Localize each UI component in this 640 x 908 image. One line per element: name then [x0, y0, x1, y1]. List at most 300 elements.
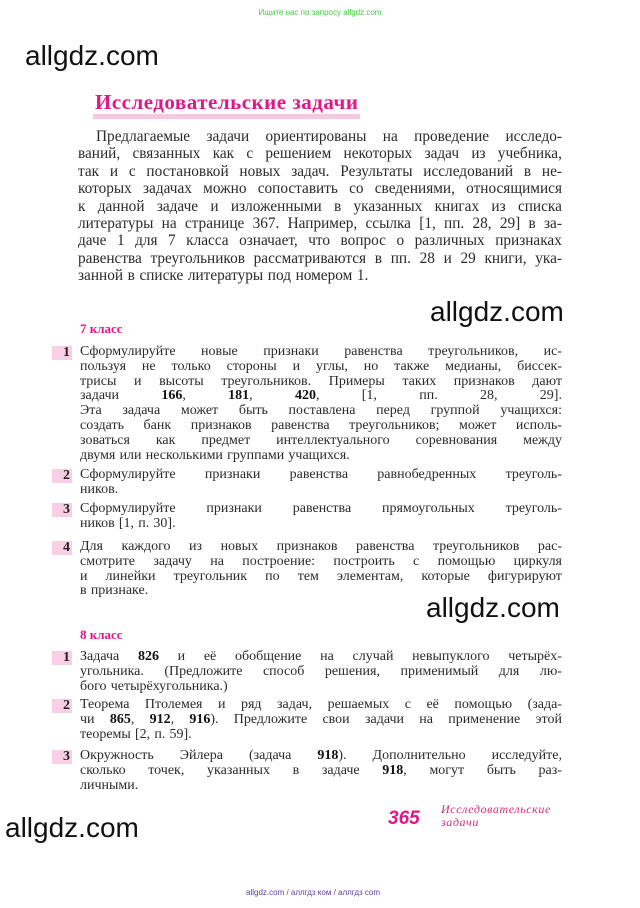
word — [444, 215, 464, 232]
word — [135, 232, 157, 249]
word — [428, 345, 518, 360]
text-fragment: четырёхугольника.) — [110, 679, 228, 694]
word — [265, 570, 280, 585]
word — [293, 502, 351, 517]
text-fragment: Птолемея — [144, 698, 203, 712]
text-fragment: рассматриваются — [253, 249, 367, 267]
text-fragment: предмет — [201, 433, 251, 448]
text-fragment: циркуля — [513, 554, 562, 569]
text-line — [78, 232, 562, 249]
task-number: 3 — [52, 750, 72, 764]
task-text — [80, 540, 562, 599]
word — [122, 404, 160, 419]
word — [402, 375, 436, 390]
word — [153, 555, 192, 570]
text-fragment: Для — [80, 540, 103, 554]
word — [419, 215, 436, 232]
text-line — [80, 555, 562, 570]
text-fragment: признаки — [204, 468, 261, 482]
text-fragment: равенства — [292, 502, 352, 516]
word — [344, 145, 413, 162]
word — [375, 180, 455, 197]
text-fragment: пп. — [390, 249, 411, 267]
text-fragment: ). — [338, 749, 347, 763]
word — [288, 449, 349, 464]
text-fragment: стороны — [226, 359, 277, 374]
text-fragment: в — [528, 215, 536, 233]
word — [444, 250, 452, 267]
text-fragment: о — [396, 232, 405, 250]
word — [239, 404, 268, 419]
text-fragment: и — [210, 197, 219, 215]
word — [517, 360, 562, 375]
text-fragment: могут — [429, 763, 465, 778]
word — [506, 502, 562, 517]
text-fragment: как — [155, 433, 176, 448]
word — [148, 764, 184, 779]
text-line — [80, 728, 562, 743]
word — [134, 375, 142, 390]
word — [344, 345, 402, 360]
text-fragment: 7 — [168, 232, 176, 250]
text-fragment: , — [403, 763, 407, 778]
text-fragment: задач — [424, 145, 460, 163]
text-fragment: означает, — [239, 232, 298, 250]
word — [218, 698, 226, 713]
text-fragment: свои — [322, 712, 350, 727]
word — [268, 267, 291, 284]
word — [80, 360, 126, 375]
text-fragment: [1, — [361, 389, 377, 404]
text-fragment: угольника. — [80, 664, 144, 679]
text-fragment: чи — [80, 712, 95, 727]
task-text — [80, 698, 562, 742]
watermark: allgdz.com — [430, 296, 564, 327]
word — [421, 570, 469, 585]
text-line — [80, 650, 562, 665]
task-reference: 916 — [189, 712, 211, 727]
text-fragment: помощью — [437, 554, 496, 569]
word — [340, 163, 412, 180]
word — [459, 419, 496, 434]
word — [365, 713, 404, 728]
word — [142, 360, 156, 375]
footer-links[interactable]: allgdz.com / аллгдз ком / аллгдз com — [246, 888, 381, 897]
word — [249, 749, 291, 764]
word — [544, 345, 562, 360]
text-fragment: списка — [517, 197, 562, 215]
word — [316, 360, 348, 375]
word — [524, 163, 531, 180]
text-line — [80, 665, 562, 680]
word — [181, 404, 218, 419]
text-fragment: фигурируют — [487, 569, 562, 584]
word — [80, 779, 138, 794]
word — [420, 250, 435, 267]
text-fragment: сведениями, — [374, 180, 455, 198]
text-fragment: признаков — [190, 418, 252, 433]
text-line — [80, 345, 562, 360]
word — [528, 698, 562, 713]
text-line — [80, 434, 562, 449]
text-fragment: биссек- — [517, 359, 562, 374]
word — [186, 232, 228, 249]
text-fragment: различных — [414, 232, 485, 250]
text-fragment: бого — [80, 679, 107, 694]
text-line — [80, 375, 562, 390]
word — [536, 713, 562, 728]
word — [122, 540, 171, 555]
task-reference: 865 — [109, 712, 131, 727]
word — [170, 728, 192, 743]
word — [119, 517, 134, 532]
task-reference: 420 — [294, 389, 316, 404]
text-fragment: треугольников — [432, 540, 520, 554]
word — [539, 764, 562, 779]
text-fragment: ориентированы — [265, 128, 367, 145]
word — [498, 145, 562, 162]
text-fragment: задаче — [321, 763, 360, 778]
text-fragment: ников — [80, 516, 115, 531]
text-fragment: на — [320, 650, 334, 664]
word — [138, 517, 149, 532]
text-fragment: которые — [421, 569, 470, 584]
text-fragment: с — [246, 145, 254, 163]
word — [473, 215, 492, 232]
text-fragment: каждого — [121, 540, 171, 554]
word — [110, 163, 118, 180]
word — [293, 360, 301, 375]
word — [516, 419, 562, 434]
word — [206, 128, 249, 145]
word — [178, 650, 186, 665]
text-fragment: быть — [238, 404, 268, 419]
text-fragment: [2, — [135, 727, 151, 742]
text-fragment: признаков — [276, 540, 338, 554]
text-fragment: треугольников, — [428, 345, 519, 359]
text-fragment: между — [523, 433, 562, 448]
word — [138, 650, 159, 665]
text-fragment: решением — [265, 145, 332, 163]
word — [518, 198, 562, 215]
word — [78, 232, 106, 249]
text-fragment: 29] — [499, 215, 521, 233]
text-fragment: группами — [227, 448, 285, 463]
text-fragment: 1 — [116, 232, 125, 250]
text-fragment: к — [78, 197, 86, 215]
text-fragment: но — [363, 359, 379, 374]
text-fragment: признаков — [453, 374, 515, 389]
text-line — [80, 698, 562, 713]
text-fragment: углы, — [315, 359, 348, 374]
text-fragment: (Предложите — [164, 664, 243, 679]
word — [80, 468, 176, 483]
text-fragment: сколько — [80, 763, 126, 778]
text-fragment: [1, — [118, 516, 135, 531]
text-fragment: личными. — [80, 778, 139, 793]
word — [174, 570, 248, 585]
word — [117, 232, 125, 249]
task-text — [80, 468, 562, 498]
word — [120, 449, 142, 464]
text-fragment: случай — [352, 650, 394, 664]
word — [80, 483, 118, 498]
word — [353, 650, 394, 665]
text-fragment: 59]. — [169, 727, 192, 742]
word — [296, 267, 353, 284]
text-fragment: сопоставить — [257, 180, 338, 198]
word — [487, 764, 516, 779]
word — [375, 250, 382, 267]
text-fragment: применимый — [400, 664, 479, 679]
text-fragment: как — [212, 145, 235, 163]
word — [263, 665, 304, 680]
text-fragment: и — [177, 650, 186, 664]
text-fragment: ). — [210, 712, 219, 727]
text-line — [78, 250, 562, 267]
word — [78, 215, 153, 232]
task-reference: 166 — [161, 389, 183, 404]
text-fragment: п. — [138, 516, 150, 531]
text-fragment: 28, — [472, 215, 492, 233]
text-fragment: для — [135, 232, 158, 250]
text-fragment: задач. — [291, 162, 330, 180]
text-line — [78, 163, 562, 180]
text-fragment: 1. — [356, 267, 369, 285]
text-line — [78, 215, 562, 232]
text-fragment: решения, — [324, 664, 380, 679]
text-fragment: задаче — [156, 197, 199, 215]
word — [263, 345, 319, 360]
word — [91, 584, 148, 599]
word — [454, 698, 512, 713]
word — [320, 650, 334, 665]
word — [80, 345, 176, 360]
text-fragment: построить — [333, 554, 395, 569]
task-text — [80, 749, 562, 793]
word — [78, 198, 85, 215]
text-fragment: перед — [376, 404, 410, 419]
word — [499, 665, 520, 680]
word — [189, 713, 218, 728]
text-fragment: (задача — [248, 749, 292, 763]
text-line — [80, 680, 562, 695]
text-fragment: её — [203, 650, 217, 664]
word — [333, 555, 394, 570]
text-fragment: банк — [143, 418, 172, 433]
word — [78, 145, 120, 162]
word — [435, 198, 480, 215]
text-line — [80, 449, 562, 464]
word — [221, 375, 311, 390]
word — [246, 145, 253, 162]
text-fragment: Предлагаемые — [96, 128, 191, 145]
text-line — [78, 267, 562, 284]
watermark: allgdz.com — [5, 812, 139, 843]
text-line — [80, 360, 562, 375]
word — [231, 198, 322, 215]
word — [460, 250, 475, 267]
text-fragment: равенства — [271, 418, 330, 433]
text-fragment: поставлена — [288, 404, 356, 419]
text-fragment: в — [374, 249, 383, 267]
text-fragment: новых — [239, 162, 281, 180]
text-line — [78, 198, 562, 215]
word — [448, 713, 520, 728]
text-fragment: новых — [220, 540, 259, 554]
text-fragment: прямоугольных — [381, 502, 475, 516]
text-line — [80, 517, 562, 532]
word — [80, 502, 176, 517]
word — [415, 232, 485, 249]
text-fragment: указанных — [207, 763, 270, 778]
text-fragment: 28, — [480, 389, 498, 404]
text-fragment: , — [130, 712, 135, 727]
word — [80, 680, 107, 695]
text-fragment: на — [210, 554, 224, 569]
word — [266, 128, 367, 145]
text-fragment: и — [80, 569, 88, 584]
text-fragment: задачи — [364, 712, 405, 727]
text-fragment: признаки — [206, 502, 262, 516]
word — [80, 419, 124, 434]
word — [80, 389, 119, 404]
text-fragment: задачах — [143, 180, 192, 198]
word — [80, 728, 131, 743]
task-reference: 181 — [228, 389, 250, 404]
word — [377, 468, 476, 483]
text-fragment: исследований — [423, 162, 514, 180]
text-fragment: на — [419, 712, 433, 727]
text-line — [78, 145, 562, 162]
word — [205, 468, 261, 483]
word — [80, 698, 129, 713]
text-fragment: проведение — [414, 128, 490, 145]
text-fragment: в — [127, 267, 135, 285]
text-fragment: Результаты — [340, 162, 413, 180]
word — [80, 764, 126, 779]
text-fragment: (зада- — [527, 698, 562, 712]
word — [322, 713, 349, 728]
word — [426, 698, 438, 713]
text-fragment: зоваться — [80, 433, 130, 448]
text-line — [80, 713, 562, 728]
word — [337, 570, 403, 585]
text-fragment: может — [459, 418, 497, 433]
text-line — [80, 502, 562, 517]
word — [334, 198, 341, 215]
word — [80, 713, 95, 728]
word — [80, 584, 87, 599]
word — [80, 434, 130, 449]
word — [365, 215, 410, 232]
text-line — [80, 570, 562, 585]
word — [145, 698, 203, 713]
text-fragment: с — [413, 554, 420, 569]
text-fragment: в — [523, 162, 532, 180]
word — [204, 650, 216, 665]
word — [254, 250, 366, 267]
text-fragment: 29 — [460, 249, 476, 267]
word — [289, 404, 356, 419]
text-fragment: группой — [430, 404, 480, 419]
text-fragment: линейки — [105, 569, 156, 584]
text-fragment: относящимися — [466, 180, 562, 198]
text-fragment: медианы, — [445, 359, 502, 374]
word — [106, 570, 156, 585]
text-line — [80, 389, 562, 404]
text-line — [80, 749, 562, 764]
running-title-line: задачи — [441, 815, 479, 829]
text-fragment: с — [128, 162, 136, 180]
text-fragment: литературы — [187, 267, 264, 285]
text-fragment: книги, — [484, 249, 527, 267]
text-fragment: или — [119, 448, 142, 463]
word — [110, 713, 135, 728]
text-fragment: под — [267, 267, 291, 285]
text-fragment: двумя — [80, 448, 116, 463]
word — [429, 764, 464, 779]
grade-7-heading: 7 класс — [80, 321, 123, 336]
word — [542, 163, 562, 180]
task-number: 2 — [52, 699, 72, 713]
task-number: 1 — [52, 346, 72, 360]
text-fragment: некоторых — [343, 145, 413, 163]
word — [495, 232, 562, 249]
word — [153, 517, 175, 532]
text-fragment: в — [333, 197, 342, 215]
text-fragment: Сформулируйте — [80, 502, 176, 516]
text-line — [80, 764, 562, 779]
word — [298, 570, 319, 585]
text-fragment: даче — [78, 232, 107, 250]
word — [532, 375, 562, 390]
text-fragment: которых — [78, 180, 132, 198]
word — [438, 555, 496, 570]
text-fragment: смотрите — [80, 554, 136, 569]
word — [508, 650, 562, 665]
word — [317, 749, 346, 764]
text-fragment: Эйлера — [179, 749, 223, 763]
text-fragment: исследо- — [505, 128, 562, 145]
text-fragment: равенства — [289, 468, 349, 482]
word — [276, 434, 389, 449]
text-fragment: ссылка — [365, 215, 411, 233]
word — [172, 360, 211, 375]
text-fragment: треугольников; — [349, 418, 440, 433]
text-fragment: её — [426, 698, 439, 712]
task-reference: 918 — [317, 749, 339, 763]
running-title-line: Исследовательские — [441, 802, 551, 816]
word — [382, 764, 407, 779]
text-fragment: ука- — [535, 249, 562, 267]
text-fragment: равенства — [78, 249, 142, 267]
task-number: 2 — [52, 469, 72, 483]
word — [492, 749, 562, 764]
text-fragment: так — [78, 162, 100, 180]
task-text — [80, 345, 562, 463]
text-line — [80, 483, 562, 498]
task-reference: 826 — [137, 650, 159, 664]
word — [234, 713, 307, 728]
text-fragment: признаки — [263, 345, 319, 359]
word — [235, 650, 301, 665]
word — [80, 404, 102, 419]
text-fragment: быть — [486, 763, 516, 778]
word — [203, 180, 246, 197]
word — [156, 434, 176, 449]
text-fragment: вопрос — [340, 232, 386, 250]
